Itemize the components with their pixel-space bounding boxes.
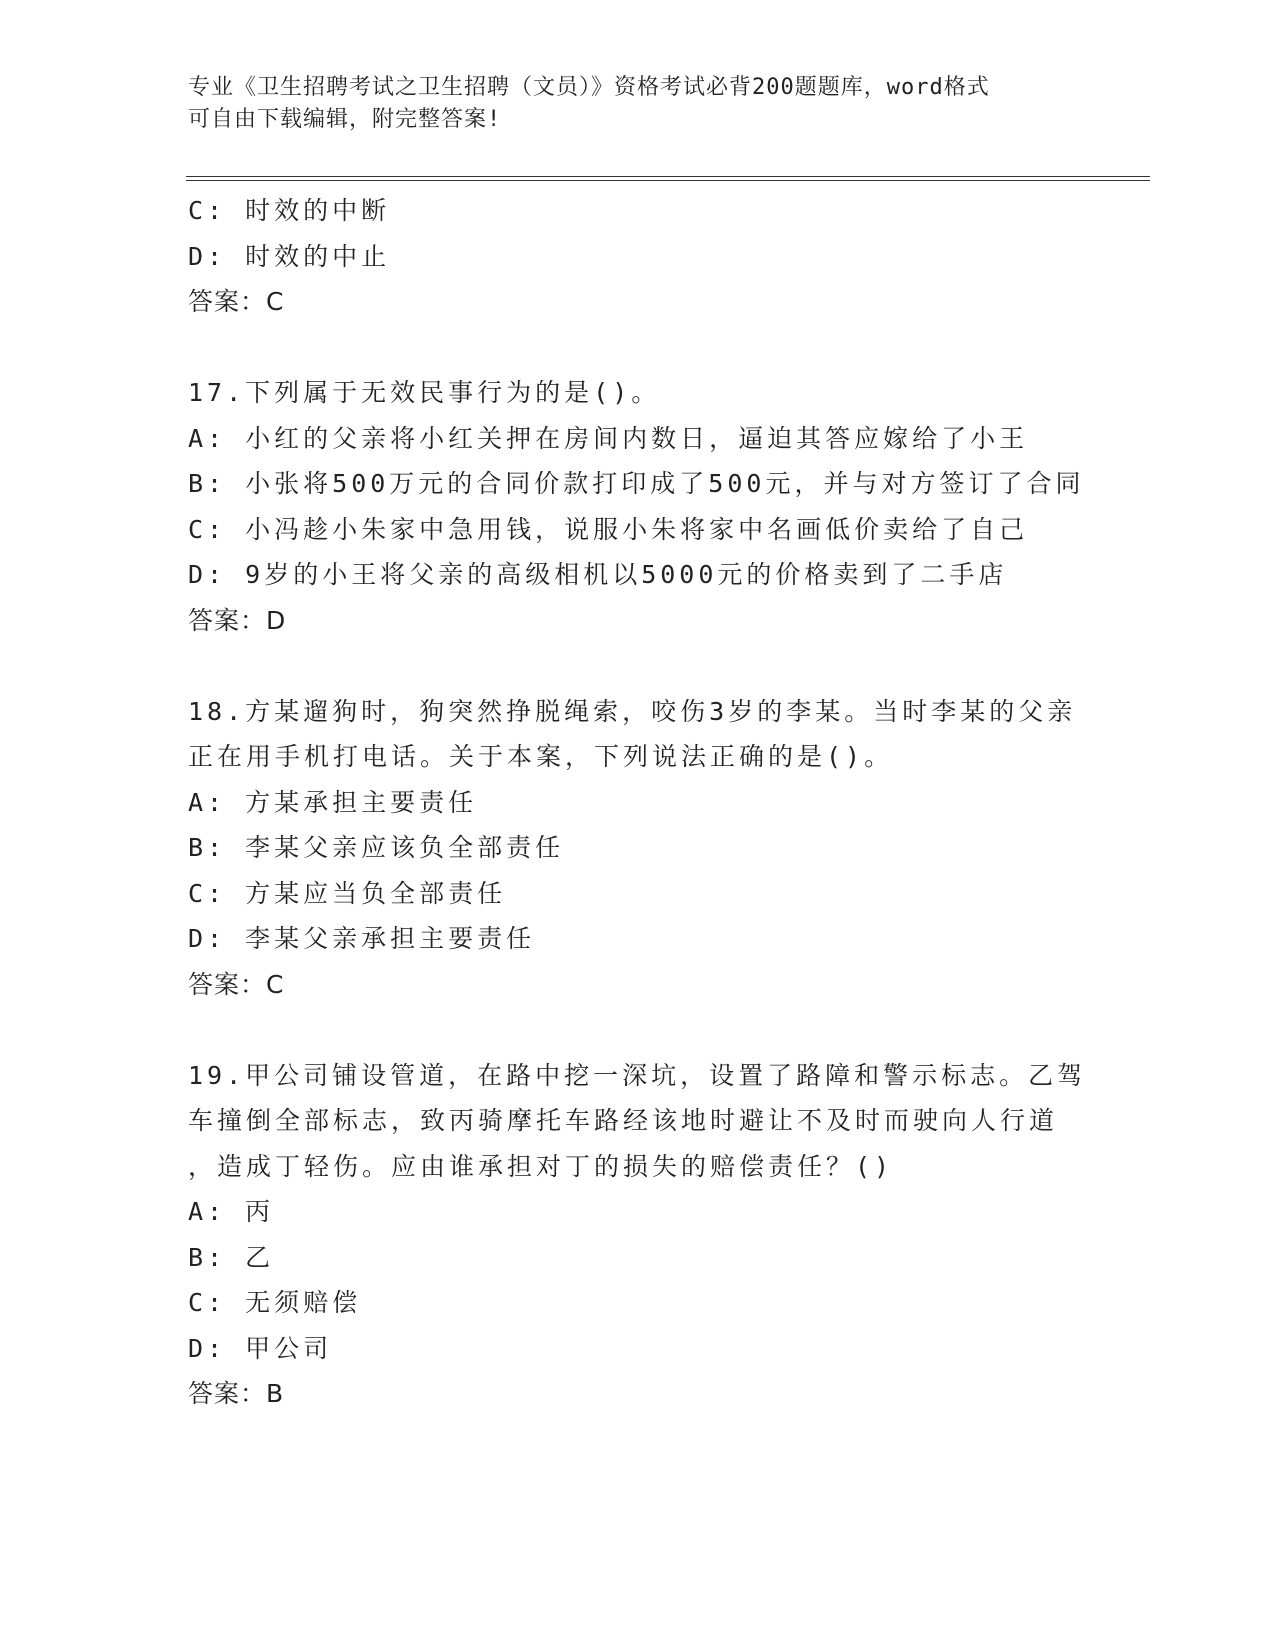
header-divider-top: [186, 176, 1150, 177]
option-a: A: 小红的父亲将小红关押在房间内数日，逼迫其答应嫁给了小王: [188, 423, 1029, 453]
header-divider-bottom: [186, 180, 1150, 181]
option-b: B: 李某父亲应该负全部责任: [188, 833, 565, 862]
question-19: [188, 1053, 1088, 1417]
option-b: B: 乙: [188, 1242, 275, 1272]
question-stem-line: 17.下列属于无效民事行为的是()。: [188, 378, 661, 407]
header-line-1: 专业《卫生招聘考试之卫生招聘（文员）》资格考试必背200题题库，word格式: [188, 75, 990, 100]
option-c: C: 小冯趁小朱家中急用钱，说服小朱将家中名画低价卖给了自己: [188, 514, 1029, 544]
question-stem-line: 18.方某遛狗时，狗突然挣脱绳索，咬伤3岁的李某。当时李某的父亲: [188, 696, 1077, 726]
question-stem-line: ，造成丁轻伤。应由谁承担对丁的损失的赔偿责任？(): [188, 1151, 894, 1181]
answer-line: 答案：C: [188, 969, 285, 999]
option-d: D: 甲公司: [188, 1333, 333, 1363]
answer-line: 答案：B: [188, 1379, 285, 1408]
question-stem-line: 19.甲公司铺设管道，在路中挖一深坑，设置了路障和警示标志。乙驾: [188, 1060, 1087, 1090]
option-c: C: 方某应当负全部责任: [188, 878, 507, 908]
question-17: [188, 370, 1088, 643]
question-stem-line: 车撞倒全部标志，致丙骑摩托车路经该地时避让不及时而驶向人行道: [188, 1106, 1059, 1135]
question-content: [188, 188, 1088, 1417]
spacer: [188, 325, 1088, 371]
option-d: D: 9岁的小王将父亲的高级相机以5000元的价格卖到了二手店: [188, 560, 1008, 589]
prev-answer: 答案：C: [188, 287, 285, 316]
answer-line: 答案：D: [188, 605, 287, 635]
option-d: D: 李某父亲承担主要责任: [188, 924, 536, 953]
option-b: B: 小张将500万元的合同价款打印成了500元，并与对方签订了合同: [188, 469, 1085, 498]
option-a: A: 丙: [188, 1197, 275, 1226]
prev-option-c: C: 时效的中断: [188, 196, 391, 225]
option-a: A: 方某承担主要责任: [188, 787, 478, 817]
question-18: [188, 689, 1088, 1008]
question-stem-line: 正在用手机打电话。关于本案，下列说法正确的是()。: [188, 742, 894, 771]
page-header: [188, 72, 1068, 136]
spacer: [188, 643, 1088, 689]
option-c: C: 无须赔偿: [188, 1288, 362, 1317]
spacer: [188, 1007, 1088, 1053]
prev-option-d: D: 时效的中止: [188, 241, 391, 271]
header-line-2: 可自由下载编辑，附完整答案!: [188, 107, 502, 132]
